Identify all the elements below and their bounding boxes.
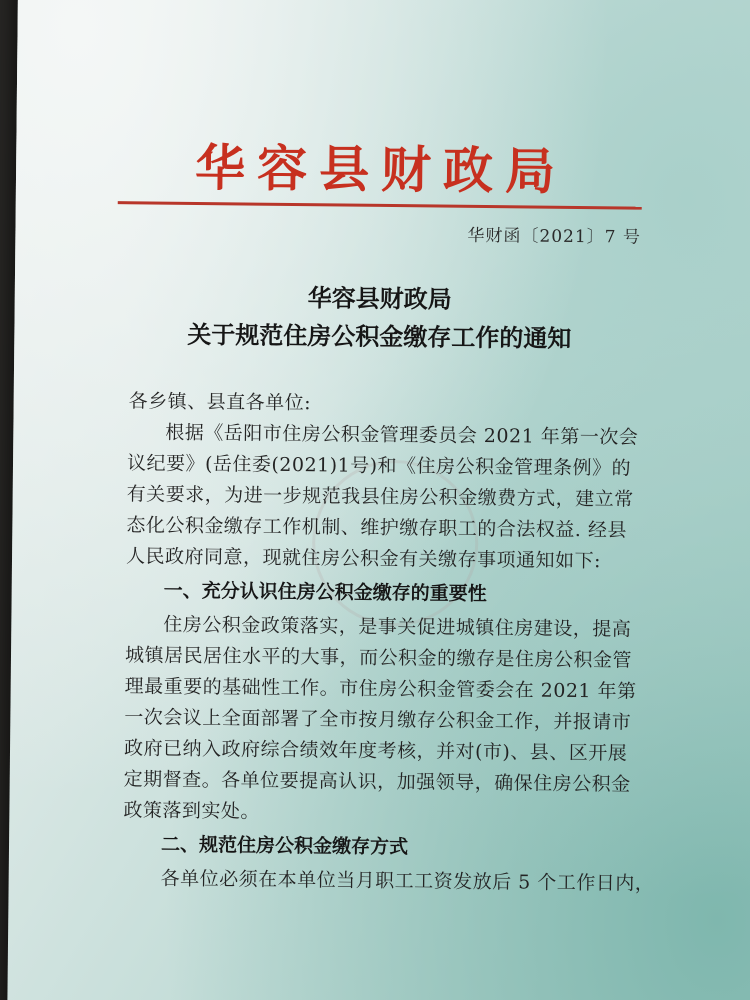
section1-line: 政策落到实处。 — [123, 799, 261, 823]
section2-line: 各单位必须在本单位当月职工工资发放后 5 个工作日内， — [160, 867, 655, 895]
section2-heading: 二、规范住房公积金缴存方式 — [160, 833, 409, 859]
section1-line: 住房公积金政策落实，是事关促进城镇住房建设，提高 — [163, 613, 632, 641]
intro-line: 人民政府同意，现就住房公积金有关缴存事项通知如下: — [125, 545, 602, 573]
notice-title-line1: 华容县财政局 — [307, 284, 452, 314]
section1-line: 一次会议上全面部署了全市按月缴存公积金工作，并报请市 — [124, 706, 632, 734]
section1-line: 政府已纳入政府综合绩效年度考核，并对(市)、县、区开展 — [123, 737, 628, 765]
intro-line: 有关要求，为进一步规范我县住房公积金缴费方式，建立常 — [126, 483, 634, 511]
letterhead-agency: 华容县财政局 — [194, 137, 568, 201]
section1-line: 理最重要的基础性工作。市住房公积金管委会在 2021 年第 — [124, 675, 637, 703]
section1-line: 城镇居民居住水平的大事，而公积金的缴存是住房公积金管 — [124, 644, 633, 672]
notice-title-line2: 关于规范住房公积金缴存工作的通知 — [187, 320, 572, 353]
intro-line: 态化公积金缴存工作机制、维护缴存职工的合法权益. 经县 — [126, 514, 628, 542]
intro-line: 根据《岳阳市住房公积金管理委员会 2021 年第一次会 — [165, 421, 639, 449]
intro-line: 议纪要》(岳住委(2021)1号)和《住房公积金管理条例》的 — [126, 452, 632, 480]
paper-sheet — [7, 0, 750, 1000]
salutation: 各乡镇、县直各单位: — [128, 390, 312, 415]
section1-line: 定期督查。各单位要提高认识，加强领导，确保住房公积金 — [123, 768, 631, 796]
document-number: 华财函〔2021〕7 号 — [467, 225, 642, 248]
section1-heading: 一、充分认识住房公积金缴存的重要性 — [163, 579, 487, 606]
